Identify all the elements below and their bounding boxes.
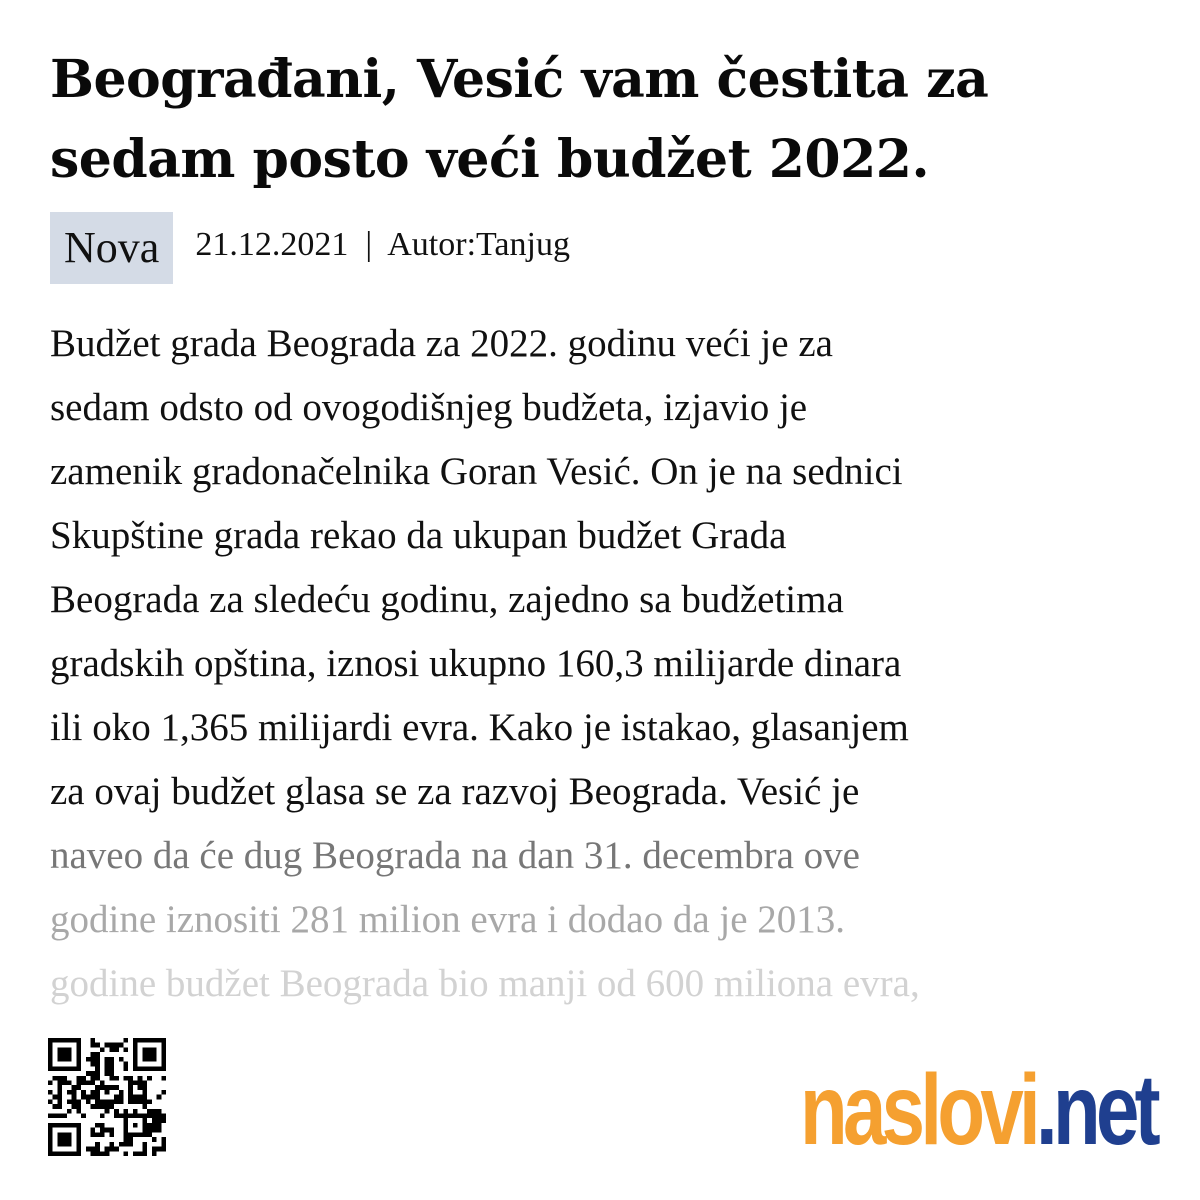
body-line: Budžet grada Beograda za 2022. godinu veći je za xyxy=(50,322,833,365)
body-line: za ovaj budžet glasa se za razvoj Beograda. Vesić je xyxy=(50,770,860,813)
body-line-faded: naveo da će dug Beograda na dan 31. decembra ove xyxy=(50,834,860,877)
body-line: Skupštine grada rekao da ukupan budžet Grada xyxy=(50,514,787,557)
headline-line: sedam posto veći budžet 2022. xyxy=(50,129,930,190)
qr-code[interactable] xyxy=(48,1038,166,1156)
body-line: ili oko 1,365 milijardi evra. Kako je istakao, glasanjem xyxy=(50,706,909,749)
site-logo[interactable] xyxy=(800,1054,1156,1170)
body-line: sedam odsto od ovogodišnjeg budžeta, izjavio je xyxy=(50,386,808,429)
headline-line: Beograđani, Vesić vam čestita za xyxy=(50,49,989,110)
article xyxy=(50,40,1160,1016)
logo-text-domain: .net xyxy=(1036,1054,1156,1166)
publish-date: 21.12.2021 xyxy=(195,226,349,263)
article-byline xyxy=(195,228,570,262)
article-headline[interactable] xyxy=(50,40,1160,200)
article-meta xyxy=(50,212,1160,284)
body-line-faded: godine budžet Beograda bio manji od 600 miliona evra, xyxy=(50,962,920,1005)
article-body xyxy=(50,312,1160,1016)
body-line-faded: godine iznositi 281 milion evra i dodao da je 2013. xyxy=(50,898,846,941)
logo-text-primary: naslovi xyxy=(800,1054,1037,1166)
category-badge[interactable]: Nova xyxy=(50,212,173,284)
body-line: gradskih opština, iznosi ukupno 160,3 milijarde dinara xyxy=(50,642,902,685)
body-line: Beograda za sledeću godinu, zajedno sa budžetima xyxy=(50,578,844,621)
author-name: Autor:Tanjug xyxy=(387,226,570,263)
body-line: zamenik gradonačelnika Goran Vesić. On je na sednici xyxy=(50,450,903,493)
byline-separator: | xyxy=(365,226,373,263)
